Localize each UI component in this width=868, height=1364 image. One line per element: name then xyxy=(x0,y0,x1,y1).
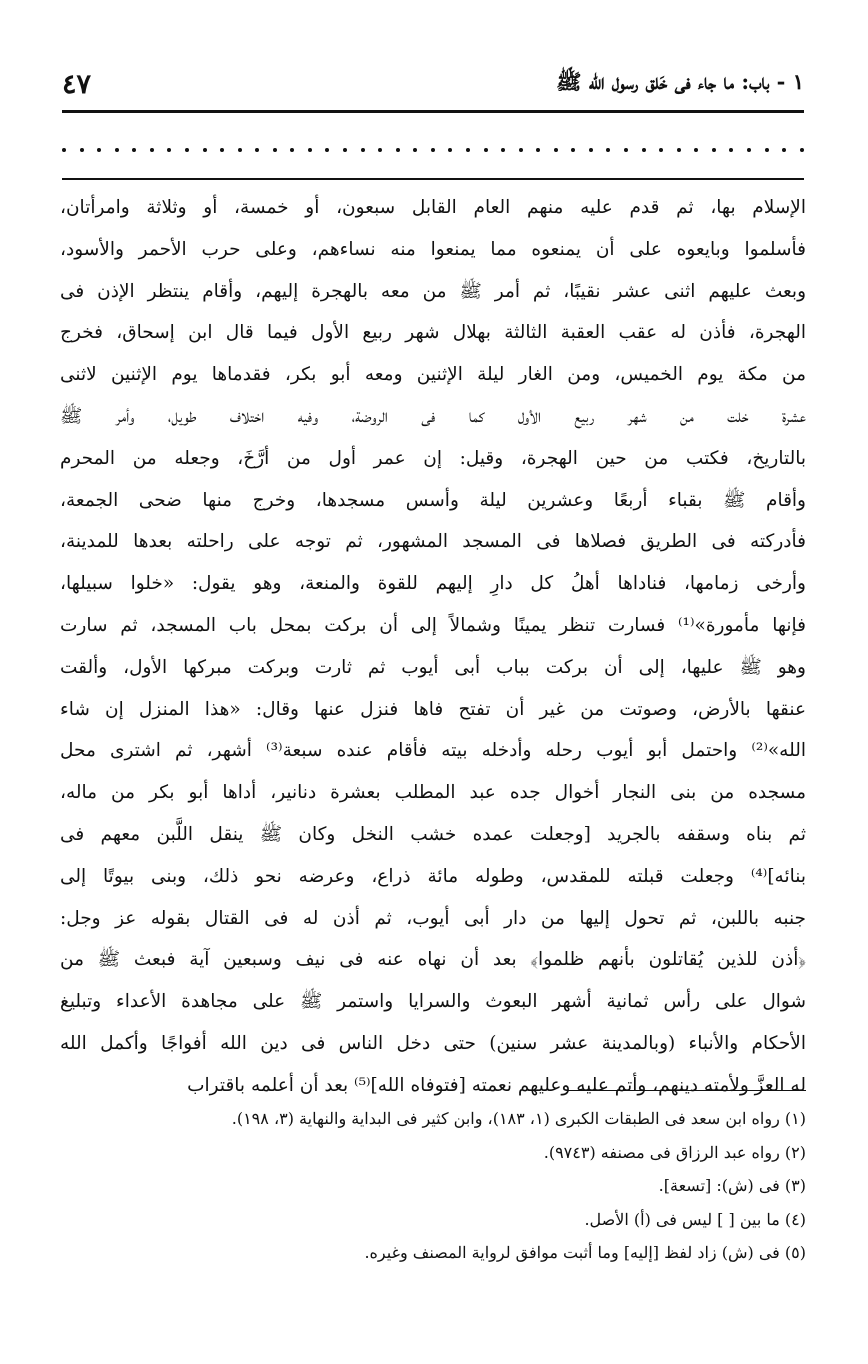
separator-dot xyxy=(765,148,769,152)
dotted-separator xyxy=(62,140,804,160)
page-number: ٤٧ xyxy=(62,68,92,100)
text-line: الله»⁽²⁾ واحتمل أبو أيوب رحله وأدخله بيته فأقام عنده سبعة⁽³⁾ أشهر، ثم اشترى محل xyxy=(60,740,806,762)
separator-dot xyxy=(290,148,294,152)
text-line: ﴿أذن للذين يُقاتلون بأنهم ظلموا﴾ بعد أن نهاه عنه فى نيف وسبعين آية فبعث ﷺ من xyxy=(60,949,806,971)
text-line: عنقها بالأرض، وصوتت من غير أن تفتح فاها فنزل عنها وقال: «هذا المنزل إن شاء xyxy=(60,698,806,720)
text-top-rule xyxy=(62,178,804,180)
text-line: عشرة خلت من شهر ربيع الأول كما فى الروضة، وفيه اختلاف طويل، وأمر ﷺ xyxy=(60,405,806,427)
separator-dot xyxy=(325,148,329,152)
text-line: له العزَّ ولأمته دينهم، وأتم عليه وعليهم نعمته [فتوفاه الله]⁽⁵⁾ بعد أن أعلمه باقتراب xyxy=(187,1074,806,1096)
main-text xyxy=(60,187,806,1096)
text-line: فأدركته فى الطريق فصلاها فى المسجد المشهور، ثم توجه على راحلته بعدها للمدينة، xyxy=(60,531,806,553)
separator-dot xyxy=(150,148,154,152)
separator-dot xyxy=(484,148,488,152)
text-line: وأقام ﷺ بقباء أربعًا وعشرين ليلة وأسس مسجدها، وخرج منها ضحى الجمعة، xyxy=(60,489,806,511)
text-line: فأسلموا وبايعوه على أن يمنعوه مما يمنعوا منه نساءهم، وعلى حرب الأحمر والأسود، xyxy=(60,238,806,260)
footnote: (٤) ما بين [ ] ليس فى (أ) الأصل. xyxy=(584,1209,806,1229)
separator-dot xyxy=(747,148,751,152)
text-line: بنائه]⁽⁴⁾ وجعلت قبلته للمقدس، وطوله مائة ذراع، وعرضه نحو ذلك، وبنى بيوتًا إلى xyxy=(60,865,806,887)
separator-dot xyxy=(431,148,435,152)
separator-dot xyxy=(466,148,470,152)
separator-dot xyxy=(238,148,242,152)
separator-dot xyxy=(536,148,540,152)
footnote: (٢) رواه عبد الرزاق فى مصنفه (٩٧٤٣). xyxy=(543,1142,806,1162)
running-header xyxy=(62,62,804,106)
separator-dot xyxy=(62,148,66,152)
separator-dot xyxy=(167,148,171,152)
text-line: من مكة يوم الخميس، ومن الغار ليلة الإثنين ومعه أبو بكر، فقدماها يوم الإثنين لاثنى xyxy=(60,364,806,386)
text-line: فإنها مأمورة»⁽¹⁾ فسارت تنظر يمينًا وشمالاً إلى أن بركت بمحل باب المسجد، ثم سارت xyxy=(60,614,806,636)
separator-dot xyxy=(554,148,558,152)
footnote: (٥) فى (ش) زاد لفظ [إليه] وما أثبت موافق لرواية المصنف وغيره. xyxy=(364,1243,806,1262)
separator-dot xyxy=(571,148,575,152)
text-line: مسجده من بنى النجار أخوال جده عبد المطلب بعشرة دنانير، أداها أبو بكر من ماله، xyxy=(60,782,806,804)
separator-dot xyxy=(642,148,646,152)
separator-dot xyxy=(606,148,610,152)
text-line: بالتاريخ، فكتب من حين الهجرة، وقيل: إن عمر أول من أرَّخَ، وجعله من المحرم xyxy=(60,447,806,469)
text-line: الهجرة، فأذن له عقب العقبة الثالثة بهلال شهر ربيع الأول فيما قال ابن إسحاق، فخرج xyxy=(60,322,806,344)
text-line: وأرخى زمامها، فناداها أهلُ كل دارِ إليهم للقوة والمنعة، وهو يقول: «خلوا سبيلها، xyxy=(60,573,806,595)
separator-dot xyxy=(185,148,189,152)
text-line: الأحكام والأنباء (وبالمدينة عشر سنين) حتى دخل الناس فى دين الله أفواجًا وأكمل الله xyxy=(60,1032,806,1054)
separator-dot xyxy=(448,148,452,152)
footnotes xyxy=(60,1102,806,1270)
footnote: (١) رواه ابن سعد فى الطبقات الكبرى (١، ١٨٣)، وابن كثير فى البداية والنهاية (٣، ١٩٨). xyxy=(231,1109,806,1128)
separator-dot xyxy=(659,148,663,152)
separator-dot xyxy=(203,148,207,152)
separator-dot xyxy=(800,148,804,152)
separator-dot xyxy=(361,148,365,152)
separator-dot xyxy=(255,148,259,152)
separator-dot xyxy=(308,148,312,152)
separator-dot xyxy=(378,148,382,152)
footnote: (٣) فى (ش): [تسعة]. xyxy=(658,1176,806,1195)
text-line: شوال على رأس ثمانية أشهر البعوث والسرايا واستمر ﷺ على مجاهدة الأعداء وتبليغ xyxy=(60,991,806,1013)
separator-dot xyxy=(712,148,716,152)
text-line: ثم بناه وسقفه بالجريد [وجعلت عمده خشب النخل وكان ﷺ ينقل اللَّبن معهم فى xyxy=(60,823,806,845)
separator-dot xyxy=(501,148,505,152)
text-line: الإسلام بها، ثم قدم عليه منهم العام القابل سبعون، أو خمسة، أو وثلاثة وامرأتان، xyxy=(60,197,806,218)
separator-dot xyxy=(729,148,733,152)
text-line: وهو ﷺ عليها، إلى أن بركت بباب أبى أيوب ثم ثارت وبركت مبركها الأول، وألقت xyxy=(60,656,806,678)
separator-dot xyxy=(677,148,681,152)
separator-dot xyxy=(589,148,593,152)
text-line: وبعث عليهم اثنى عشر نقيبًا، ثم أمر ﷺ من معه بالهجرة إليهم، وأقام ينتظر الإذن فى xyxy=(60,280,806,302)
separator-dot xyxy=(782,148,786,152)
chapter-title: ١ - باب: ما جاء فى خَلق رسول الله ﷺ xyxy=(556,68,804,94)
text-line: جنبه باللبن، ثم تحول إليها من دار أبى أيوب، ثم أذن له فى القتال بقوله عز وجل: xyxy=(60,907,806,929)
separator-dot xyxy=(519,148,523,152)
separator-dot xyxy=(273,148,277,152)
separator-dot xyxy=(343,148,347,152)
separator-dot xyxy=(97,148,101,152)
separator-dot xyxy=(115,148,119,152)
separator-dot xyxy=(624,148,628,152)
separator-dot xyxy=(694,148,698,152)
footnote-rule xyxy=(568,1090,806,1091)
separator-dot xyxy=(396,148,400,152)
separator-dot xyxy=(80,148,84,152)
separator-dot xyxy=(132,148,136,152)
header-rule xyxy=(62,110,804,113)
separator-dot xyxy=(413,148,417,152)
separator-dot xyxy=(220,148,224,152)
